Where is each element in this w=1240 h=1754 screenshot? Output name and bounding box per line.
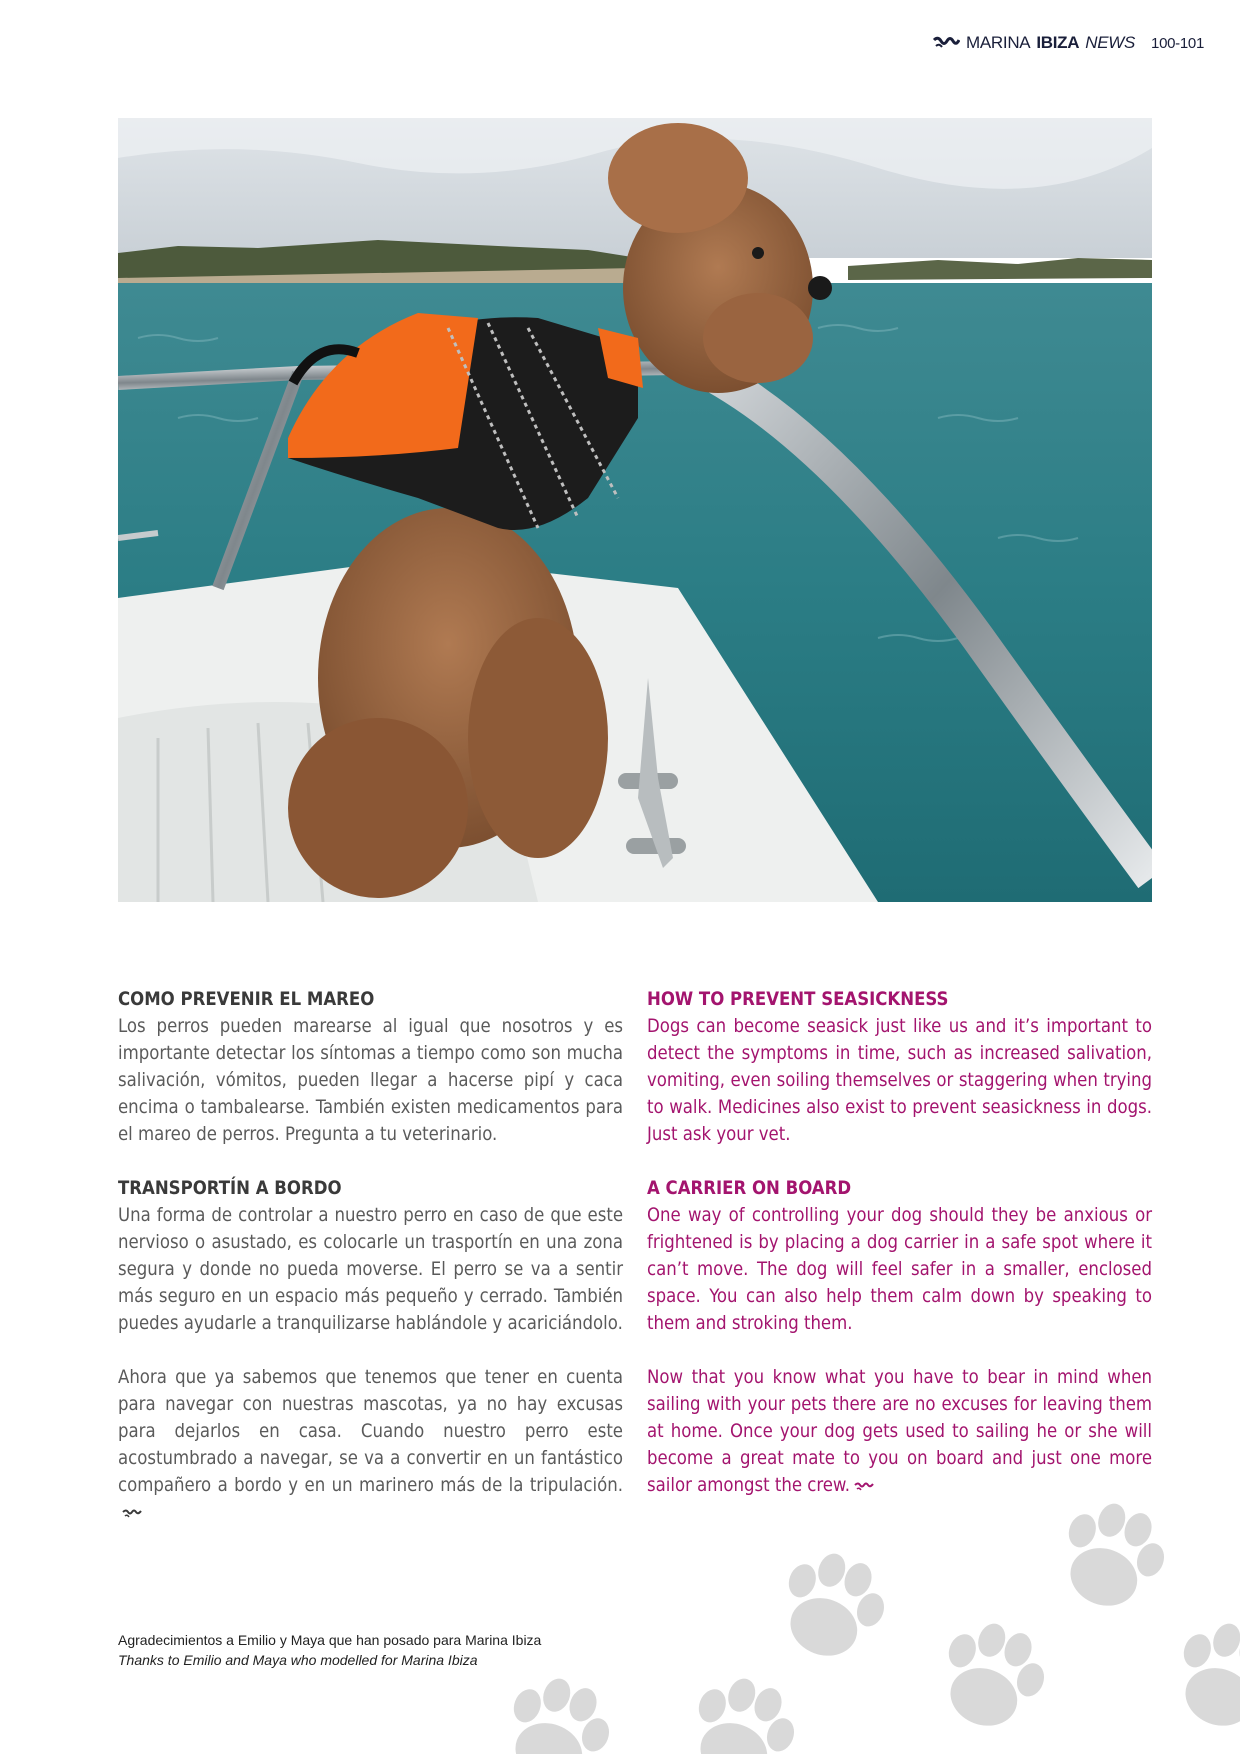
es-paragraph-conclusion: [118, 1364, 623, 1526]
es-conclusion-text: Ahora que ya sabemos que tenemos que tener en cuenta para navegar con nuestras mascotas, ya no hay excusas para dejarlos en casa. Cuando nuestro perro este acostumbrado a navegar, se va a convertir en un fantástico compañero a bordo y en un marinero más de la tripulación.: [118, 1367, 623, 1496]
paw-icon: [493, 1667, 622, 1754]
brand-logo: [932, 33, 1135, 53]
wave-logo-icon: [932, 35, 960, 51]
credits-spanish: Agradecimientos a Emilio y Maya que han posado para Marina Ibiza: [118, 1632, 542, 1648]
es-paragraph-carrier: Una forma de controlar a nuestro perro en caso de que este nervioso o asustado, es colocarle un trasportín en una zona segura y donde no pueda moverse. El perro se va a sentir más seguro en un espacio más pequeño y cerrado. También puedes ayudarle a tranquilizarse hablándole y acariciándolo.: [118, 1205, 623, 1334]
es-heading-seasickness: COMO PREVENIR EL MAREO: [118, 989, 375, 1010]
brand-ibiza: IBIZA: [1036, 33, 1080, 52]
page-header: [932, 30, 1204, 56]
credits-english: Thanks to Emilio and Maya who modelled for Marina Ibiza: [118, 1652, 478, 1668]
es-heading-carrier: TRANSPORTÍN A BORDO: [118, 1178, 342, 1199]
en-heading-carrier: A CARRIER ON BOARD: [647, 1178, 852, 1199]
en-paragraph-conclusion: [647, 1364, 1152, 1499]
en-paragraph-seasickness: Dogs can become seasick just like us and it’s important to detect the symptoms in time, such as increased salivation, vomiting, even soiling themselves or staggering when trying to walk. Medicines also exist to prevent seasickness in dogs. Just ask your vet.: [647, 1016, 1152, 1145]
en-heading-seasickness: HOW TO PREVENT SEASICKNESS: [647, 989, 949, 1010]
wave-end-icon: [122, 1508, 142, 1519]
spanish-column: [118, 986, 623, 1553]
brand-news: NEWS: [1085, 33, 1136, 52]
en-paragraph-carrier: One way of controlling your dog should they be anxious or frightened is by placing a dog carrier in a safe spot where it can’t move. The dog will feel safer in a smaller, enclosed space. You can also help them calm down by speaking to them and stroking them.: [647, 1205, 1152, 1334]
en-conclusion-text: Now that you know what you have to bear in mind when sailing with your pets there are no excuses for leaving them at home. Once your dog gets used to sailing he or she will become a great mate to you on board and just one more sailor amongst the crew.: [647, 1367, 1152, 1496]
english-column: [647, 986, 1152, 1526]
paw-icon: [1163, 1612, 1240, 1741]
wave-end-icon: [854, 1481, 874, 1492]
paw-icon: [678, 1667, 807, 1754]
es-paragraph-seasickness: Los perros pueden marearse al igual que nosotros y es importante detectar los síntomas a tiempo como son mucha salivación, vómitos, pueden llegar a hacerse pipí y caca encima o tambalearse. También existen medicamentos para el mareo de perros. Pregunta a tu veterinario.: [118, 1016, 623, 1145]
photo-illustration: [118, 118, 1152, 902]
brand-marina: MARINA: [966, 33, 1031, 52]
paw-icon: [768, 1542, 897, 1671]
paw-icon: [928, 1612, 1057, 1741]
photo-credits: [118, 1630, 541, 1670]
dog-boat-photo: [118, 118, 1152, 902]
page-numbers: 100-101: [1151, 34, 1204, 52]
